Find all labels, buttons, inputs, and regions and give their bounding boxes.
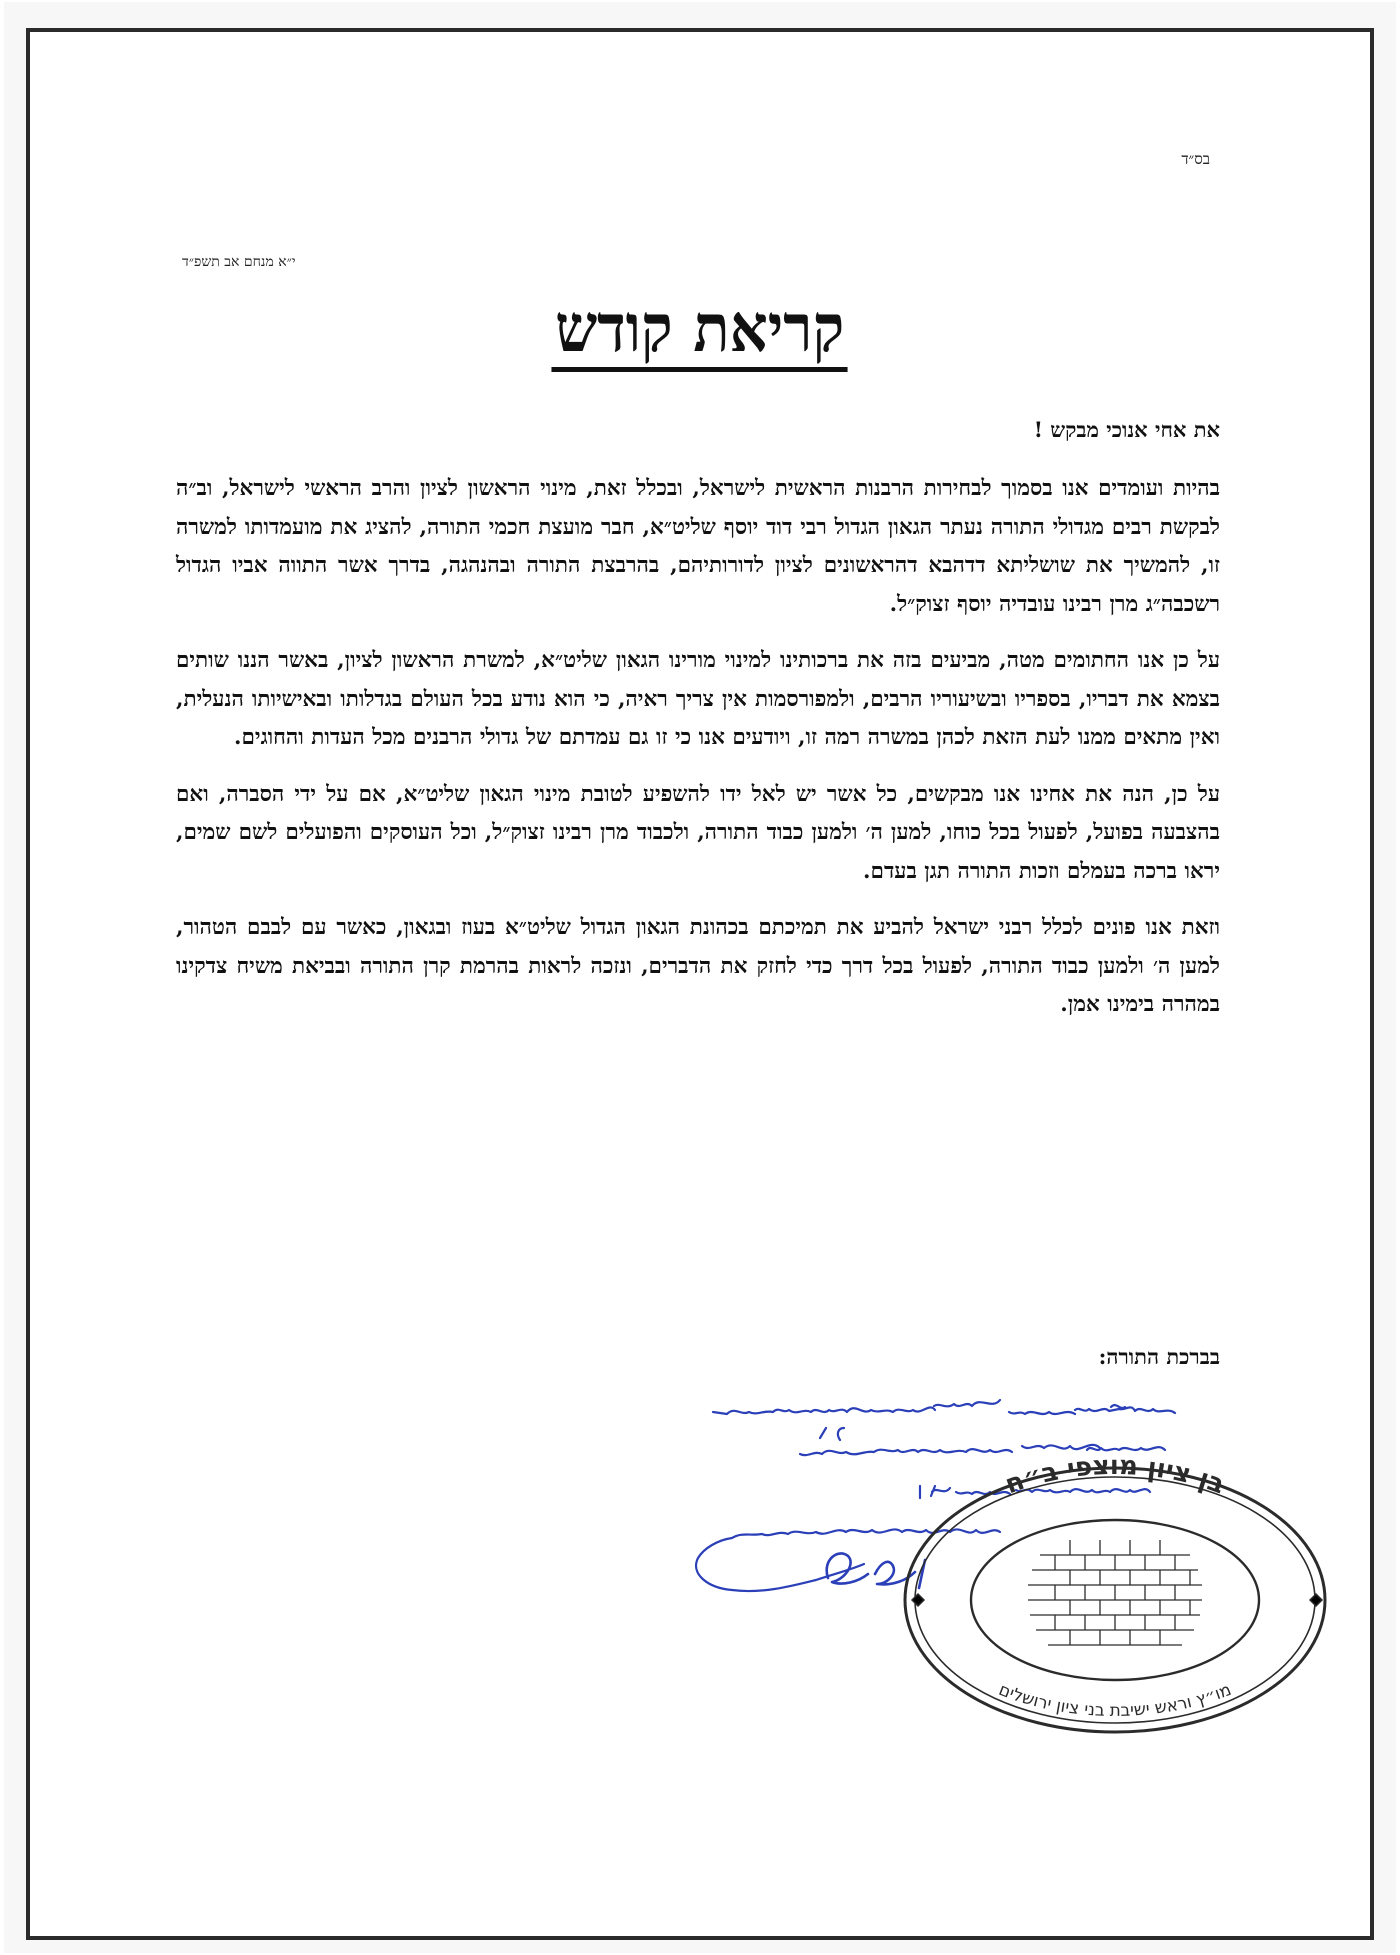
body-paragraph: על כן אנו החתומים מטה, מביעים בזה את ברכותינו למינוי מורינו הגאון שליט״א, למשרת הראשון לציון, באשר הננו שותים בצמא את דבריו, בספריו ובשיעוריו הרבים, ולמפורסמות אין צריך ראיה, כי הוא נודע בכל העולם בגדלותו ובאישיותו הנעלית, ואין מתאים ממנו לעת הזאת לכהן במשרה רמה זו, ויודעים אנו כי זו גם עמדתם של גדולי הרבנים מכל העדות והחוגים.: [176, 648, 1220, 750]
opening-line: את אחי אנוכי מבקש !: [1033, 417, 1220, 442]
closing-line: בברכת התורה:: [1098, 1344, 1220, 1369]
body-paragraph: וזאת אנו פונים לכלל רבני ישראל להביע את תמיכתם בכהונת הגאון הגדול שליט״א בעוז ובגאון, כאשר עם לבבם הטהור, למען ה׳ ולמען כבוד התורה, לפעול בכל דרך כדי לחזק את הדברים, ונזכה לראות בהרמת קרן התורה ובביאת משיח צדקינו במהרה בימינו אמן.: [176, 915, 1220, 1017]
stamp-outer-text: בן ציון מוצפי ב״ח: [1001, 1450, 1229, 1501]
wall-icon: [1028, 1540, 1202, 1645]
handwritten-signature: [696, 1400, 1175, 1591]
stamp-inner-text: מו״ץ וראש ישיבת בני ציון ירושלים: [995, 1679, 1235, 1721]
letter-date: י״א מנחם אב תשפ״ד: [182, 254, 296, 270]
body-paragraph: על כן, הנה את אחינו אנו מבקשים, כל אשר יש לאל ידו להשפיע לטובת מינוי הגאון שליט״א, אם על ידי הסברה, ואם בהצבעה בפועל, לפעול בכל כוחו, למען ה׳ ולמען כבוד התורה, ולכבוד מרן רבינו זצוק״ל, וכל העוסקים והפועלים לשם שמים, יראו ברכה בעמלם וזכות התורה תגן בעדם.: [176, 781, 1220, 884]
body-paragraph: בהיות ועומדים אנו בסמוך לבחירות הרבנות הראשית לישראל, ובכלל זאת, מינוי הראשון לציון והרב הראשי לישראל, וב״ה לבקשת רבים מגדולי התורה נעתר הגאון הגדול רבי דוד יוסף שליט״א, חבר מועצת חכמי התורה, להציג את מועמדותו למשרה זו, להמשיך את שושליתא דדהבא דהראשונים לציון לדורותיהם, בהרבצת התורה ובהנהגה, בדרך אשר התווה אביו הגדול רשכבה״ג מרן רבינו עובדיה יוסף זצוק״ל.: [176, 476, 1220, 617]
bsd-header: בס״ד: [1181, 150, 1210, 168]
svg-text:מו״ץ וראש ישיבת בני ציון ירושל: [996, 1680, 1234, 1721]
letter-title: קריאת קודש: [552, 292, 848, 372]
svg-text:בן ציון מוצפי ב״ח: [1001, 1451, 1228, 1500]
